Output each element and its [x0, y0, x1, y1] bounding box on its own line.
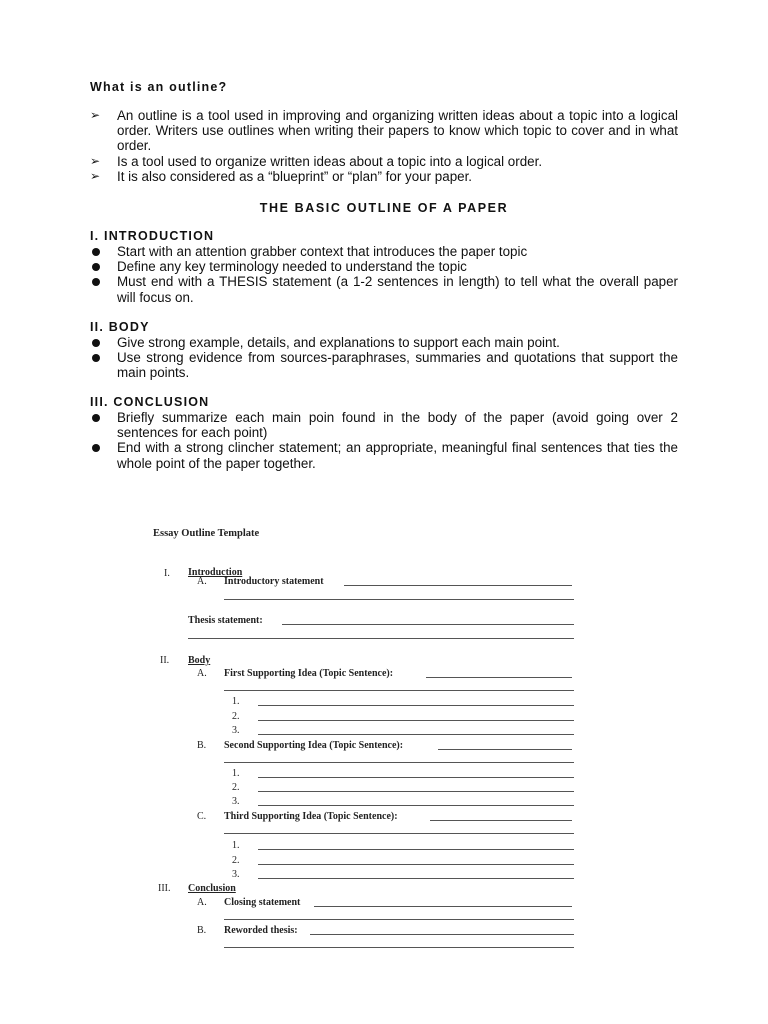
- body-heading: II. BODY: [90, 320, 150, 334]
- basic-outline-title: THE BASIC OUTLINE OF A PAPER: [259, 201, 509, 215]
- list-item: Use strong evidence from sources-paraphrases, summaries and quotations that support the main points.: [90, 350, 678, 380]
- blank-line: [188, 638, 574, 639]
- bullet-icon: [92, 444, 100, 452]
- intro-statement-label: Introductory statement: [224, 576, 324, 587]
- blank-line: [224, 599, 574, 600]
- letter-label: A.: [197, 576, 207, 587]
- bullet-icon: [92, 263, 100, 271]
- blank-line: [224, 690, 574, 691]
- letter-label: A.: [197, 897, 207, 908]
- introduction-list: [90, 244, 678, 305]
- blank-line: [258, 849, 574, 850]
- number-label: 3.: [232, 725, 240, 736]
- blank-line: [224, 762, 574, 763]
- blank-line: [426, 677, 572, 678]
- list-item: Define any key terminology needed to understand the topic: [90, 259, 678, 274]
- list-item: Briefly summarize each main poin found in the body of the paper (avoid going over 2 sentences for each point): [90, 410, 678, 440]
- roman-numeral: I.: [164, 568, 170, 579]
- blank-line: [258, 777, 574, 778]
- bullet-icon: [92, 414, 100, 422]
- list-item: Start with an attention grabber context that introduces the paper topic: [90, 244, 678, 259]
- reworded-thesis-label: Reworded thesis:: [224, 925, 298, 936]
- body-label: Body: [188, 655, 211, 666]
- intro-label: Introduction: [188, 567, 243, 578]
- blank-line: [438, 749, 572, 750]
- list-item: ➢ An outline is a tool used in improving and organizing written ideas about a topic into a logical order. Writers use outlines when writing their papers to know which topic to cover and in what order.: [90, 108, 678, 154]
- list-item: ➢ It is also considered as a “blueprint” or “plan” for your paper.: [90, 168, 473, 184]
- number-label: 3.: [232, 869, 240, 880]
- blank-line: [344, 585, 572, 586]
- bullet-icon: [92, 248, 100, 256]
- list-item: Give strong example, details, and explanations to support each main point.: [90, 335, 678, 350]
- blank-line: [258, 791, 574, 792]
- arrow-bullet-icon: ➢: [90, 153, 101, 168]
- letter-label: B.: [197, 925, 207, 936]
- blank-line: [258, 720, 574, 721]
- letter-label: C.: [197, 811, 207, 822]
- closing-statement-label: Closing statement: [224, 897, 301, 908]
- bullet-icon: [92, 278, 100, 286]
- list-item: End with a strong clincher statement; an appropriate, meaningful final sentences that ties the whole point of the paper together.: [90, 440, 678, 470]
- arrow-bullet-icon: ➢: [90, 108, 101, 122]
- letter-label: B.: [197, 740, 207, 751]
- blank-line: [310, 934, 574, 935]
- third-idea-label: Third Supporting Idea (Topic Sentence):: [224, 811, 398, 822]
- second-idea-label: Second Supporting Idea (Topic Sentence):: [224, 740, 404, 751]
- first-idea-label: First Supporting Idea (Topic Sentence):: [224, 668, 394, 679]
- number-label: 1.: [232, 696, 240, 707]
- blank-line: [258, 805, 574, 806]
- blank-line: [258, 705, 574, 706]
- conclusion-heading: III. CONCLUSION: [90, 395, 210, 409]
- blank-line: [258, 734, 574, 735]
- list-item: Must end with a THESIS statement (a 1-2 sentences in length) to tell what the overall paper will focus on.: [90, 274, 678, 304]
- list-item: ➢ Is a tool used to organize written ideas about a topic into a logical order.: [90, 153, 543, 169]
- number-label: 2.: [232, 855, 240, 866]
- bullet-icon: [92, 339, 100, 347]
- thesis-statement-label: Thesis statement:: [188, 615, 263, 626]
- blank-line: [258, 864, 574, 865]
- blank-line: [430, 820, 572, 821]
- conclusion-label: Conclusion: [188, 883, 236, 894]
- template-title: Essay Outline Template: [153, 528, 260, 539]
- roman-numeral: II.: [160, 655, 170, 666]
- number-label: 2.: [232, 711, 240, 722]
- blank-line: [224, 947, 574, 948]
- arrow-bullet-icon: ➢: [90, 168, 101, 183]
- number-label: 1.: [232, 840, 240, 851]
- blank-line: [314, 906, 572, 907]
- roman-numeral: III.: [158, 883, 171, 894]
- bullet-icon: [92, 354, 100, 362]
- conclusion-list: [90, 410, 678, 471]
- outline-definition-list: [90, 108, 678, 184]
- outline-heading: What is an outline?: [90, 80, 228, 94]
- blank-line: [258, 878, 574, 879]
- introduction-heading: I. INTRODUCTION: [90, 229, 215, 243]
- letter-label: A.: [197, 668, 207, 679]
- blank-line: [224, 919, 574, 920]
- blank-line: [282, 624, 574, 625]
- blank-line: [224, 833, 574, 834]
- number-label: 3.: [232, 796, 240, 807]
- number-label: 2.: [232, 782, 240, 793]
- number-label: 1.: [232, 768, 240, 779]
- body-list: [90, 335, 678, 381]
- essay-outline-template: [150, 522, 580, 958]
